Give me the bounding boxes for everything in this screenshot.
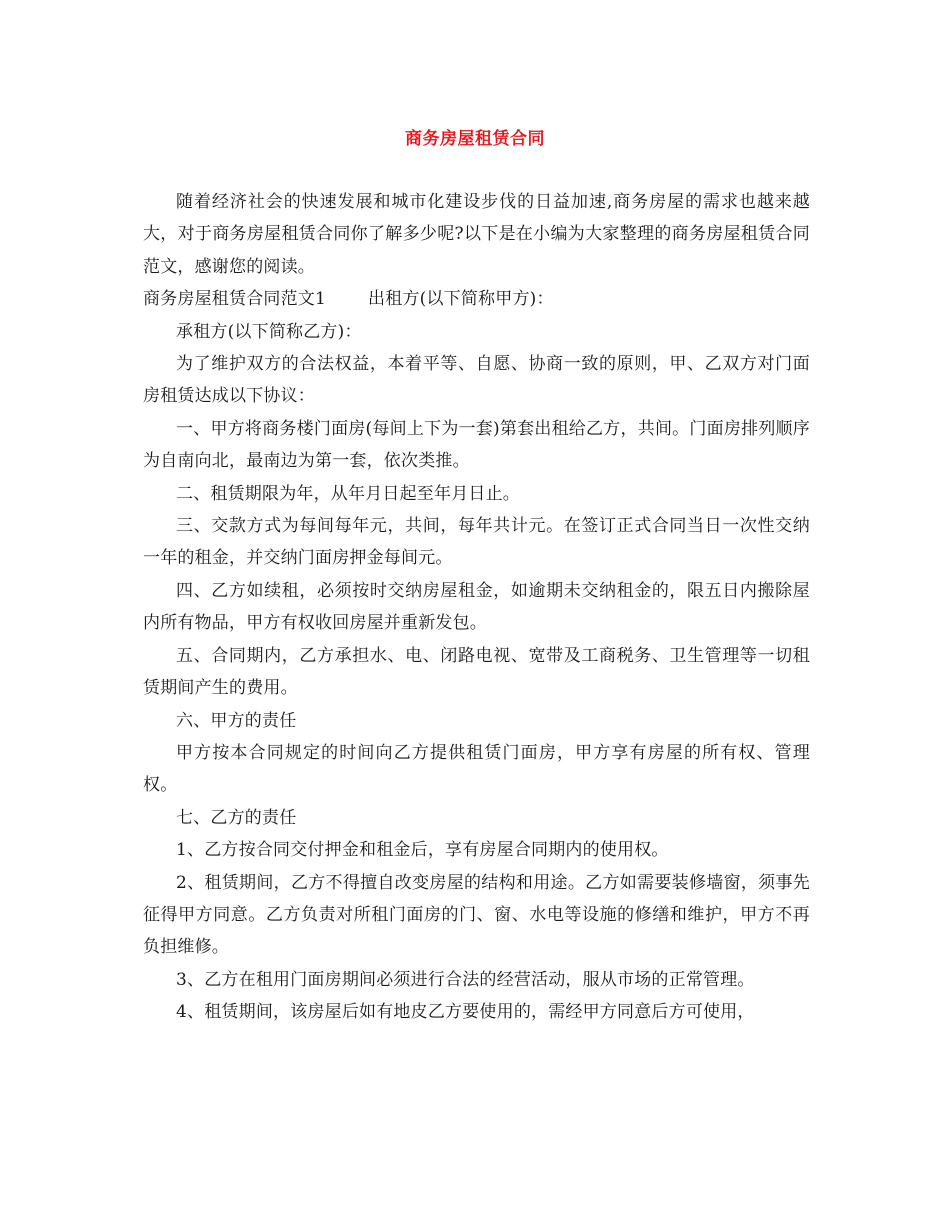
- document-title: 商务房屋租赁合同: [405, 129, 545, 149]
- section-6-text: 甲方按本合同规定的时间向乙方提供租赁门面房，甲方享有房屋的所有权、管理权。: [143, 742, 810, 796]
- sample-heading-line: [143, 283, 810, 315]
- clause-1: 一、甲方将商务楼门面房(每间上下为一套)第套出租给乙方，共间。门面房排列顺序为自南向北，最南边为第一套，依次类推。: [143, 418, 810, 472]
- intro-paragraph: 随着经济社会的快速发展和城市化建设步伐的日益加速,商务房屋的需求也越来越大，对于商务房屋租赁合同你了解多少呢?以下是在小编为大家整理的商务房屋租赁合同范文，感谢您的阅读。: [143, 192, 810, 277]
- document-body: [143, 186, 810, 1029]
- clause-5: 五、合同期内，乙方承担水、电、闭路电视、宽带及工商税务、卫生管理等一切租赁期间产生的费用。: [143, 645, 810, 699]
- section-7-heading: 七、乙方的责任: [176, 807, 297, 828]
- preamble-paragraph: 为了维护双方的合法权益，本着平等、自愿、协商一致的原则，甲、乙双方对门面房租赁达成以下协议：: [143, 354, 810, 407]
- section-6-heading: 六、甲方的责任: [176, 710, 297, 731]
- item-7-2: 2、租赁期间，乙方不得擅自改变房屋的结构和用途。乙方如需要装修墙窗，须事先征得甲方同意。乙方负责对所租门面房的门、窗、水电等设施的修缮和维护，甲方不再负担维修。: [143, 872, 810, 958]
- item-7-1: 1、乙方按合同交付押金和租金后，享有房屋合同期内的使用权。: [176, 840, 669, 861]
- lessee-line: 承租方(以下简称乙方)：: [176, 321, 362, 342]
- lessor-line: 出租方(以下简称甲方)：: [368, 289, 554, 310]
- clause-3: 三、交款方式为每间每年元，共间，每年共计元。在签订正式合同当日一次性交纳一年的租金，并交纳门面房押金每间元。: [143, 516, 810, 569]
- item-7-3: 3、乙方在租用门面房期间必须进行合法的经营活动，服从市场的正常管理。: [176, 969, 755, 990]
- clause-4: 四、乙方如续租，必须按时交纳房屋租金，如逾期未交纳租金的，限五日内搬除屋内所有物品，甲方有权收回房屋并重新发包。: [143, 580, 810, 634]
- clause-2: 二、租赁期限为年，从年月日起至年月日止。: [176, 483, 520, 504]
- item-7-4: 4、租赁期间，该房屋后如有地皮乙方要使用的，需经甲方同意后方可使用，: [176, 1002, 755, 1023]
- sample-heading: 商务房屋租赁合同范文1: [143, 289, 327, 310]
